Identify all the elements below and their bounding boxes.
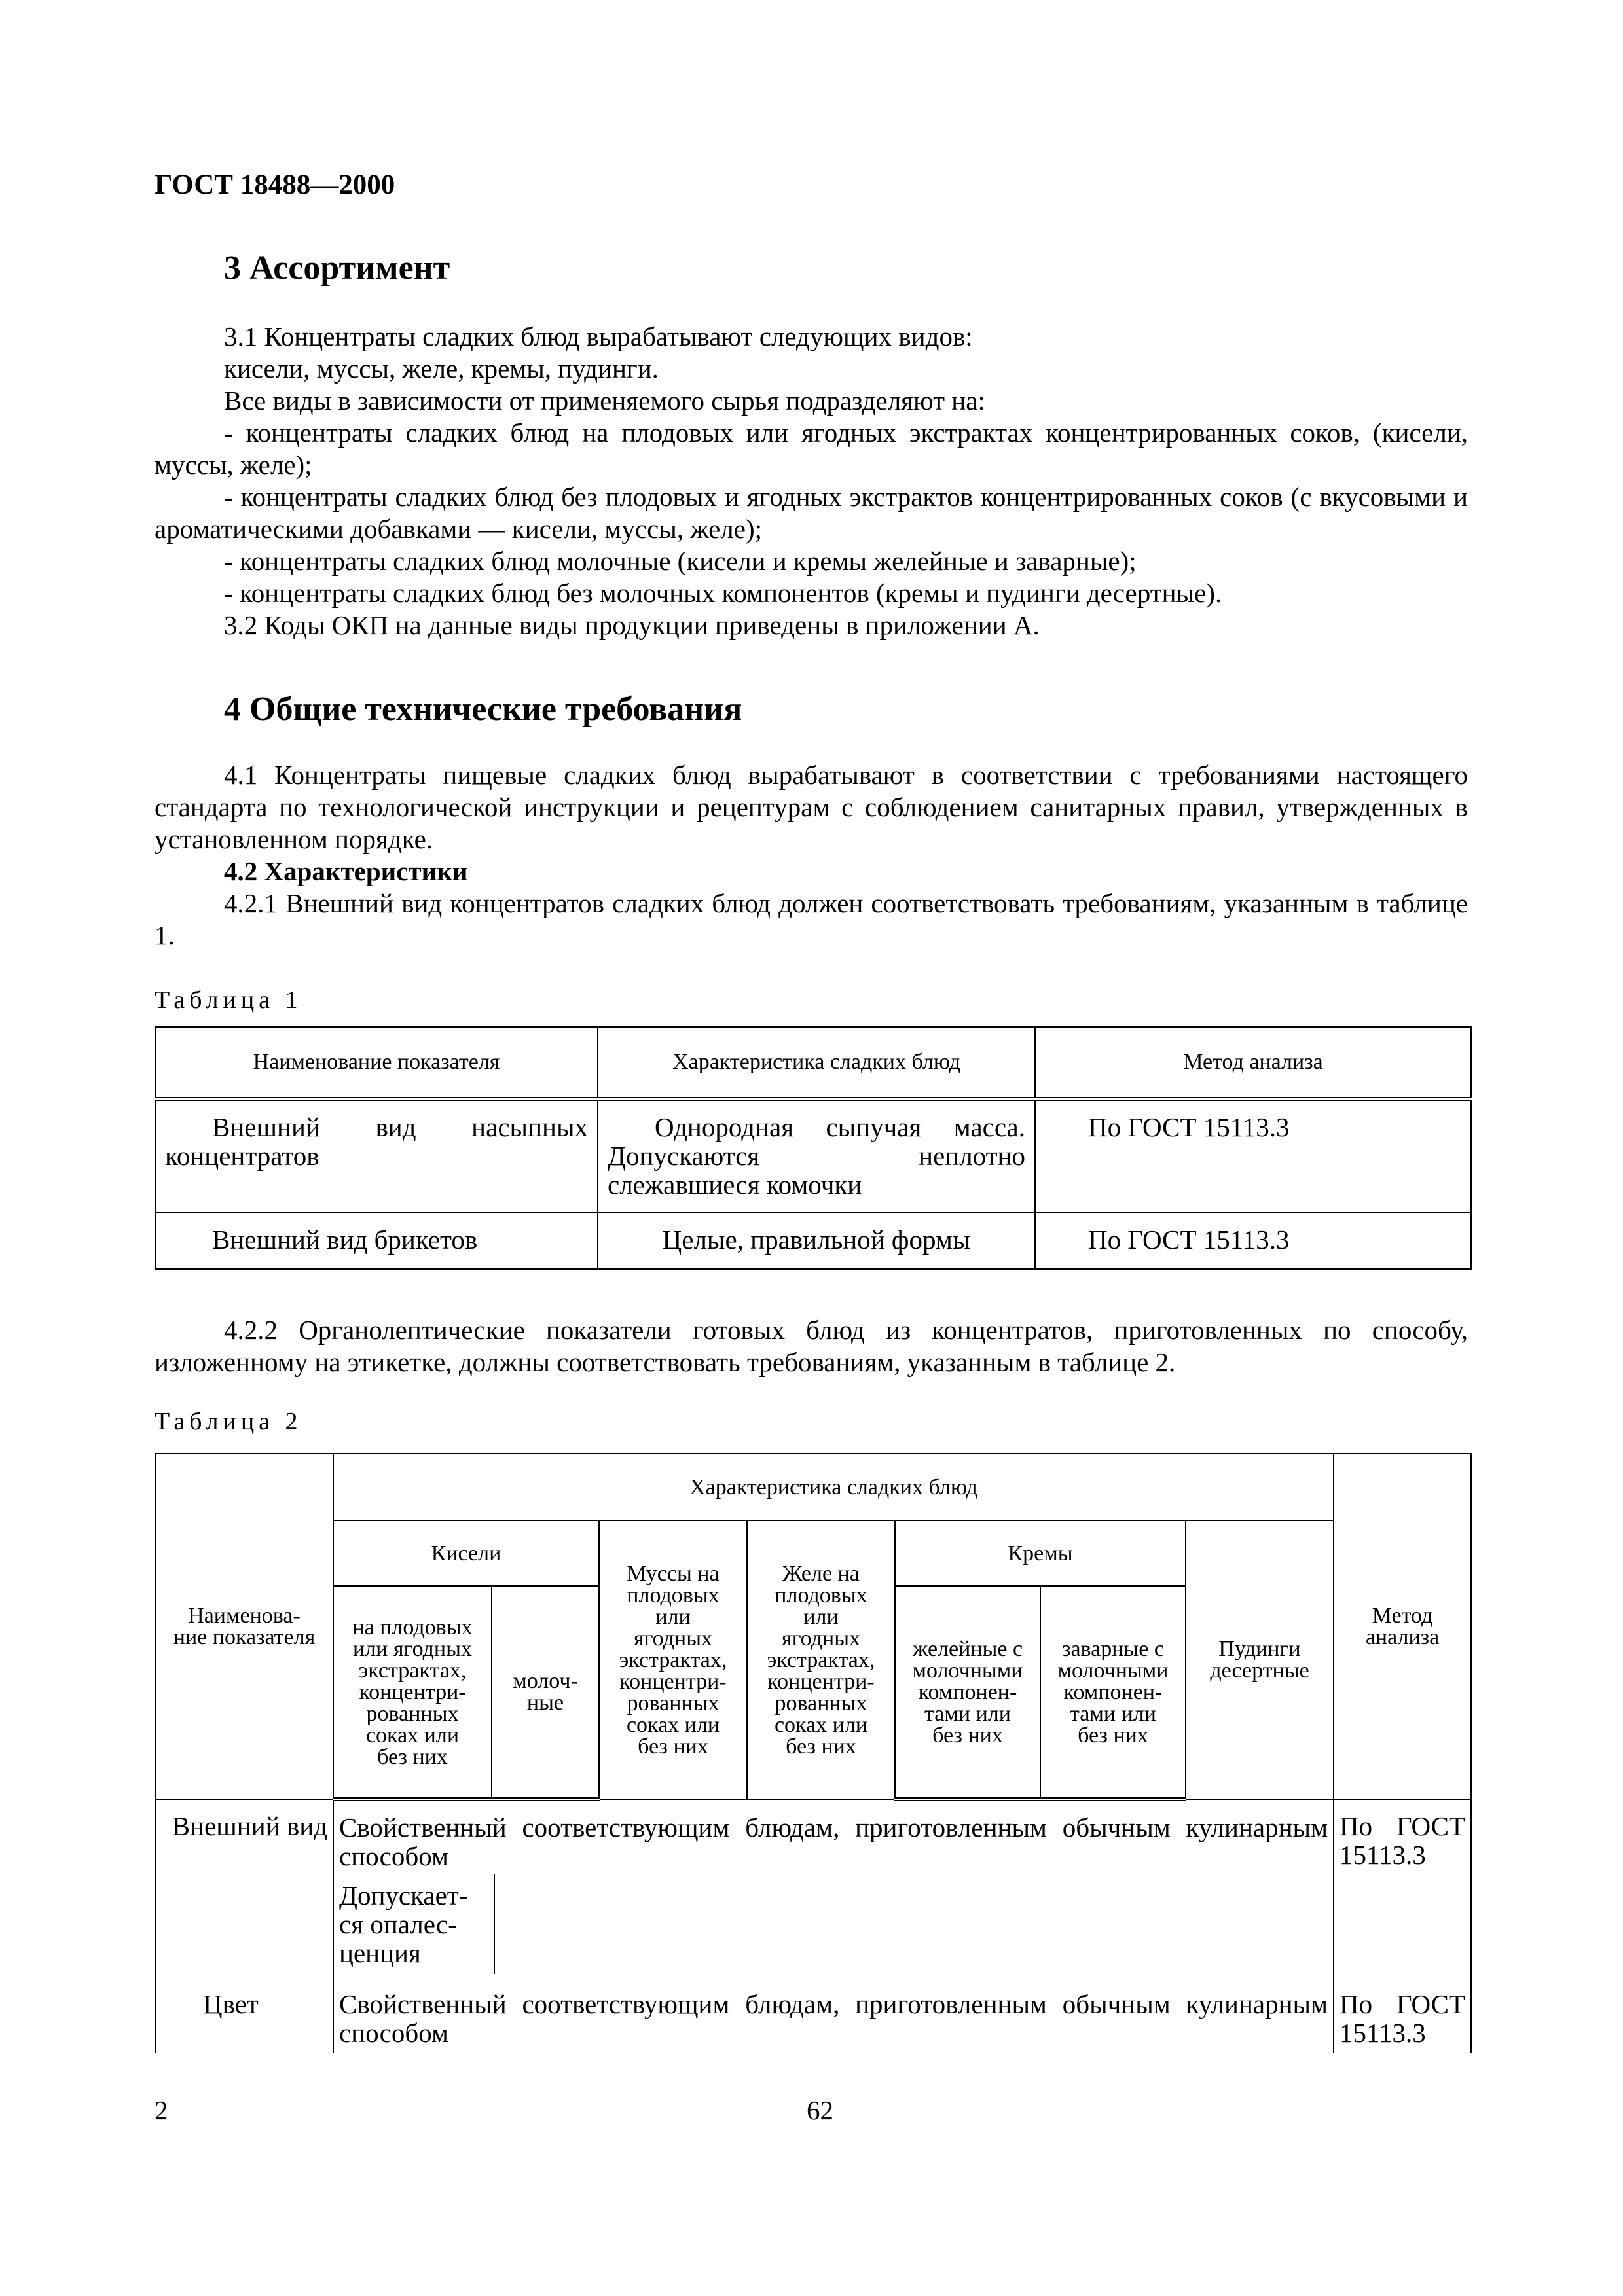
paragraph-4-2-2	[155, 1314, 1468, 1378]
column-header: Характеристика сладких блюд	[598, 1027, 1035, 1099]
page-number-center: 62	[807, 2095, 833, 2125]
table-row	[155, 1799, 1471, 1990]
table-header-row	[155, 1454, 1471, 1520]
column-header: Наименова- ние показателя	[155, 1454, 333, 1799]
paragraph: - концентраты сладких блюд без плодовых и ягодных экстрактов концентрированных соков (с вкусовыми и ароматическими добавками — кисели, муссы, желе);	[155, 482, 1468, 544]
document-code: ГОСТ 18488—2000	[155, 170, 395, 200]
table-cell: Свойственный соответствующим блюдам, приготовленным обычным кулинарным способом Допускает- ся опалес- ценция	[333, 1799, 1334, 1990]
column-header: Метод анализа	[1334, 1454, 1471, 1799]
column-header: Кремы	[895, 1520, 1186, 1586]
column-header: желейные с молочными компонен- тами или без них	[895, 1586, 1040, 1799]
table-cell: По ГОСТ 15113.3	[1035, 1213, 1471, 1269]
column-header: Кисели	[333, 1520, 599, 1586]
column-header: Пудинги десертные	[1186, 1520, 1334, 1799]
column-header: на плодовых или ягодных экстрактах, концентри- рованных соках или без них	[333, 1586, 492, 1799]
column-header: молоч- ные	[492, 1586, 599, 1799]
paragraph: 3.2 Коды ОКП на данные виды продукции приведены в приложении А.	[224, 610, 1040, 640]
table-cell: Внешний вид брикетов	[155, 1213, 598, 1269]
table-cell: Внешний вид	[155, 1799, 333, 1990]
table-row	[155, 1213, 1471, 1269]
paragraph: 4.1 Концентраты пищевые сладких блюд вырабатывают в соответствии с требованиями настоящего стандарта по технологической инструкции и рецептурам с соблюдением санитарных правил, утвержденных в установленном порядке.	[155, 760, 1468, 854]
page-number-left: 2	[155, 2095, 168, 2125]
table-2	[155, 1453, 1472, 2053]
paragraph: 3.1 Концентраты сладких блюд вырабатывают следующих видов:	[224, 321, 973, 351]
column-header: Наименование показателя	[155, 1027, 598, 1099]
column-header: Муссы на плодовых или ягодных экстрактах, концентри- рованных соках или без них	[599, 1520, 747, 1799]
table-cell: Цвет	[155, 1990, 333, 2053]
table-cell: Целые, правильной формы	[598, 1213, 1035, 1269]
section-4-body	[155, 759, 1468, 952]
table-1	[155, 1026, 1472, 1270]
table-cell: Однородная сыпучая масса. Допускаются неплотно слежавшиеся комочки	[598, 1099, 1035, 1213]
paragraph: 4.2.2 Органолептические показатели готовых блюд из концентратов, приготовленных по способу, изложенному на этикетке, должны соответствовать требованиям, указанным в таблице 2.	[155, 1315, 1468, 1377]
column-header: Характеристика сладких блюд	[333, 1454, 1334, 1520]
paragraph: - концентраты сладких блюд на плодовых или ягодных экстрактах концентрированных соков, (кисели, муссы, желе);	[155, 418, 1468, 480]
column-header: заварные с молочными компонен- тами или без них	[1040, 1586, 1186, 1799]
table-row	[155, 1099, 1471, 1213]
section-3-body	[155, 321, 1468, 641]
table-header-row	[155, 1027, 1471, 1099]
table-2-caption: Таблица 2	[155, 1408, 302, 1435]
paragraph: - концентраты сладких блюд без молочных компонентов (кремы и пудинги десертные).	[224, 578, 1222, 608]
paragraph: кисели, муссы, желе, кремы, пудинги.	[224, 353, 659, 384]
table-cell: По ГОСТ 15113.3	[1334, 1990, 1471, 2053]
table-cell: По ГОСТ 15113.3	[1035, 1099, 1471, 1213]
table-header-row	[155, 1520, 1471, 1586]
table-cell-note: Допускает- ся опалес- ценция	[334, 1874, 495, 1974]
table-cell: По ГОСТ 15113.3	[1334, 1799, 1471, 1990]
column-header: Метод анализа	[1035, 1027, 1471, 1099]
table-cell: Внешний вид насыпных концентратов	[155, 1099, 598, 1213]
subsection-title: 4.2 Характеристики	[224, 856, 468, 886]
column-header: Желе на плодовых или ягодных экстрактах, концентри- рованных соках или без них	[747, 1520, 895, 1799]
paragraph: 4.2.1 Внешний вид концентратов сладких блюд должен соответствовать требованиям, указанным в таблице 1.	[155, 888, 1468, 950]
paragraph: - концентраты сладких блюд молочные (кисели и кремы желейные и заварные);	[224, 546, 1137, 576]
table-cell: Свойственный соответствующим блюдам, приготовленным обычным кулинарным способом	[333, 1990, 1334, 2053]
section-4-title: 4 Общие технические требования	[224, 691, 742, 728]
table-1-caption: Таблица 1	[155, 986, 302, 1014]
section-3-title: 3 Ассортимент	[224, 249, 450, 287]
paragraph: Все виды в зависимости от применяемого сырья подразделяют на:	[224, 386, 985, 416]
table-row	[155, 1990, 1471, 2053]
